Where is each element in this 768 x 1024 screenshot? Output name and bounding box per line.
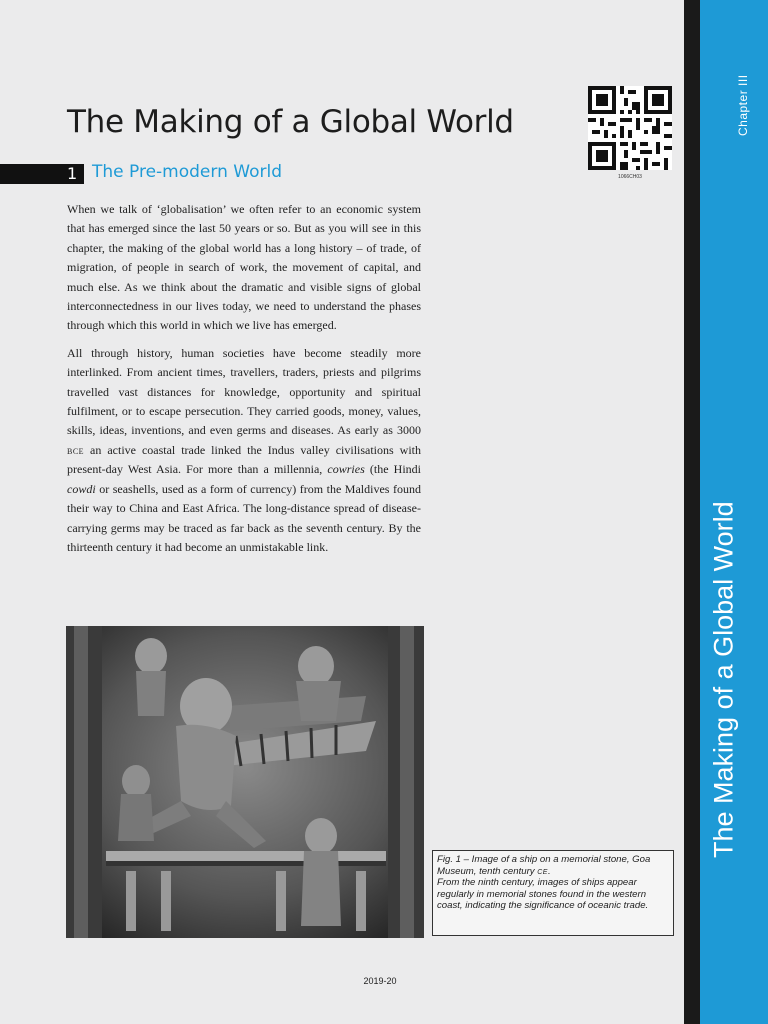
term-cowries: cowries — [327, 462, 365, 477]
paragraph-1: When we talk of ‘globalisation’ we often refer to an economic system that has emerged since the last 50 years or so. But as you will see in this chapter, the making of the global world has a long history – of trade, of migration, of people in search of work, the movement of capital, and much else. As we think about the dramatic and visible signs of global interconnectedness in our lives today, we need to understand the phases through which this world in which we live has emerged. — [67, 202, 421, 333]
vertical-chapter-title: The Making of a Global World — [708, 501, 739, 859]
term-cowdi: cowdi — [67, 481, 96, 496]
memorial-stone-ship-image — [66, 626, 424, 938]
caption-title-text: Fig. 1 – Image of a ship on a memorial stone, Goa Museum, tenth century — [437, 854, 651, 877]
paragraph-2-text: an active coastal trade linked the Indus valley civilisations with present-day West Asia. For more than a millennia, — [67, 442, 421, 477]
paragraph-2-text: All through history, human societies have become steadily more interlinked. From ancient times, travellers, traders, priests and pilgrims travelled vast distances for knowledge, opportunity and spiritual fulfilment, or to escape persecution. They carried goods, money, values, skills, ideas, inventions, and even germs and diseases. As early as 3000 — [67, 345, 421, 438]
chapter-label: Chapter III — [736, 74, 750, 136]
paragraph-2 — [67, 344, 421, 557]
body-text — [67, 200, 421, 565]
era-abbreviation: bce — [67, 442, 85, 457]
section-title: The Pre-modern World — [92, 162, 282, 182]
section-number: 1 — [67, 164, 78, 183]
caption-title-end: . — [547, 865, 551, 877]
paragraph-2-text: or seashells, used as a form of currency) from the Maldives found their way to China and East Africa. The long-distance spread of disease-carrying germs may be traced as far back as the seventh century. By the thirteenth century it had become an unmistakable link. — [67, 481, 421, 554]
qr-code-label: 1066CH03 — [618, 174, 642, 180]
era-abbreviation: ce — [537, 865, 548, 877]
chapter-title: The Making of a Global World — [67, 104, 514, 140]
paragraph-2-text: (the Hindi — [364, 462, 422, 477]
qr-code-icon[interactable] — [588, 86, 672, 170]
caption-title — [437, 854, 669, 877]
figure-caption — [432, 850, 674, 936]
page-number: 2019-20 — [363, 976, 397, 986]
caption-description: From the ninth century, images of ships appear regularly in memorial stones found in the western coast, indicating the significance of oceanic trade. — [437, 877, 649, 912]
